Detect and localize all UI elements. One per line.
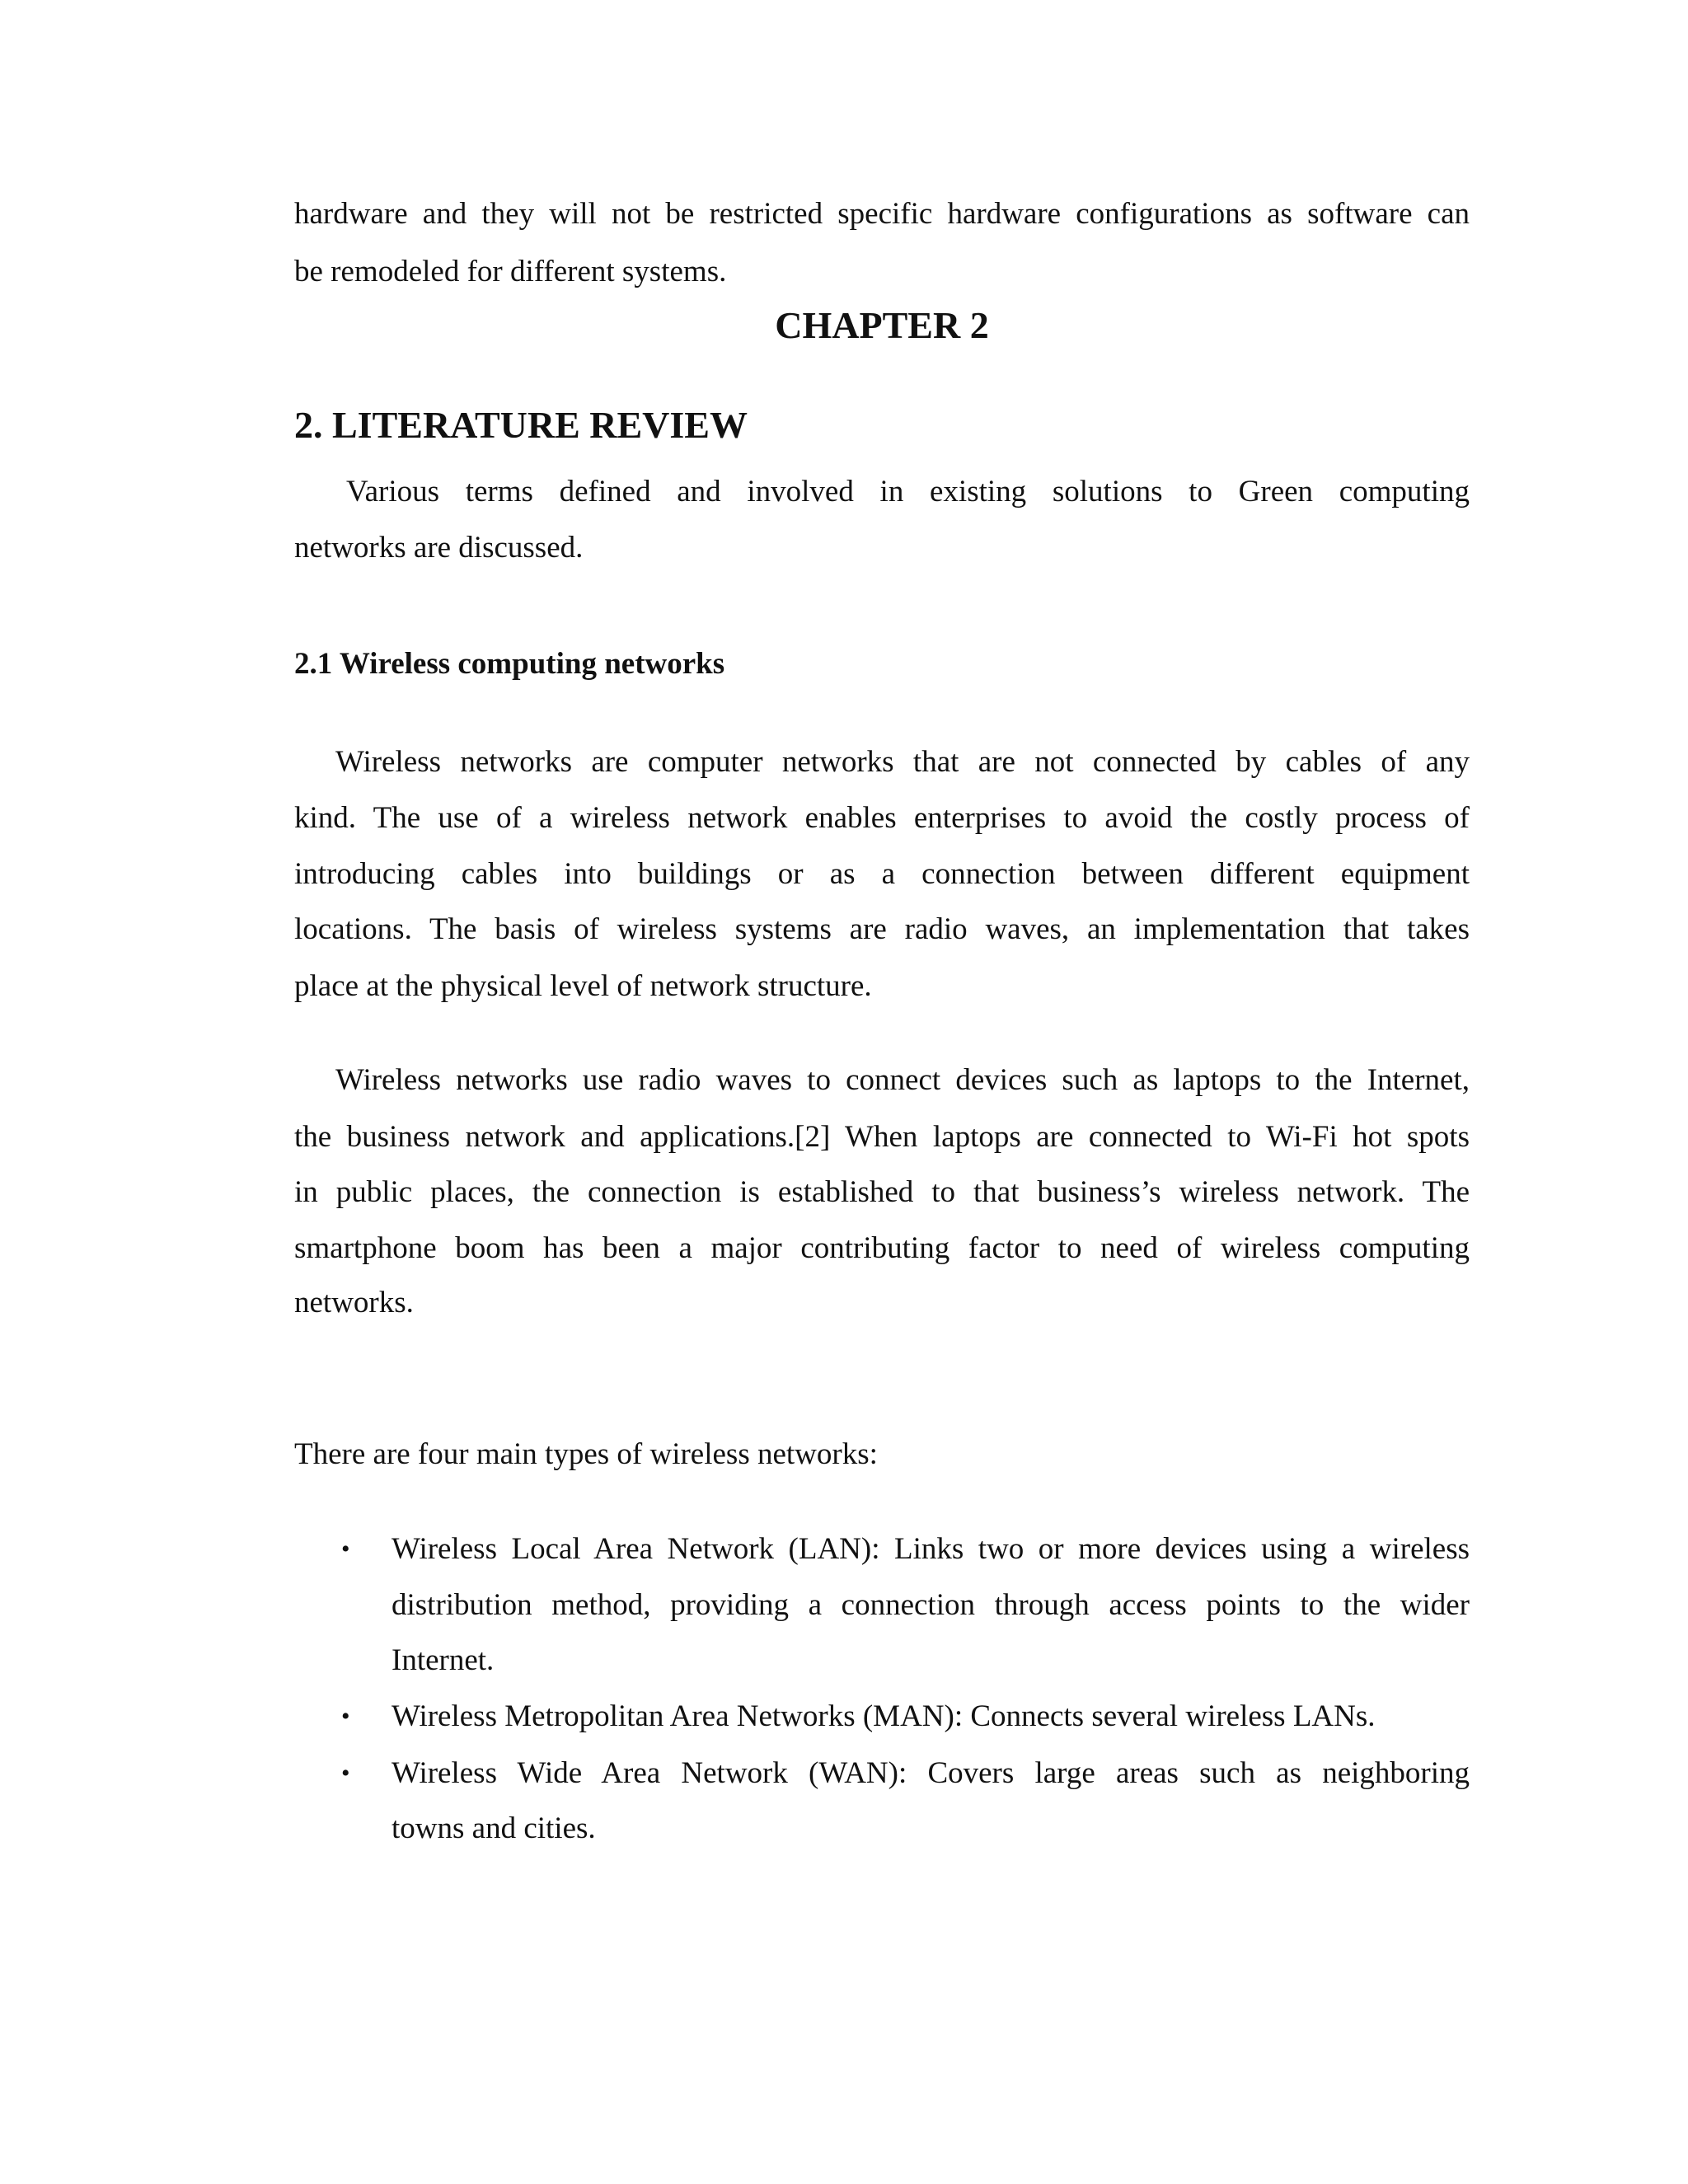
bullet2-line-1: Wireless Metropolitan Area Networks (MAN): Connects several wireless LANs.: [392, 1699, 1376, 1733]
bullet-icon: •: [341, 1760, 350, 1787]
paragraph2-line-5: networks.: [294, 1286, 414, 1319]
paragraph1-line-1: Wireless networks are computer networks that are not connected by cables of any: [335, 745, 1470, 779]
bullet1-line-3: Internet.: [392, 1643, 495, 1677]
paragraph1-line-2: kind. The use of a wireless network enables enterprises to avoid the costly process of: [294, 801, 1470, 835]
bullet1-line-2: distribution method, providing a connection through access points to the wider: [392, 1588, 1470, 1622]
chapter-heading: CHAPTER 2: [775, 304, 989, 346]
intro-line-2: networks are discussed.: [294, 531, 584, 565]
section-title: 2. LITERATURE REVIEW: [294, 404, 748, 446]
subsection-title: 2.1 Wireless computing networks: [294, 647, 725, 681]
paragraph2-line-3: in public places, the connection is established to that business’s wireless network. The: [294, 1175, 1470, 1209]
bullet-icon: •: [341, 1703, 350, 1730]
paragraph2-line-1: Wireless networks use radio waves to connect devices such as laptops to the Internet,: [335, 1063, 1470, 1097]
paragraph2-line-2: the business network and applications.[2] When laptops are connected to Wi-Fi hot spots: [294, 1120, 1470, 1154]
paragraph1-line-4: locations. The basis of wireless systems are radio waves, an implementation that takes: [294, 912, 1470, 946]
list-intro: There are four main types of wireless networks:: [294, 1437, 878, 1471]
intro-line-1: Various terms defined and involved in existing solutions to Green computing: [346, 475, 1470, 509]
top-paragraph-line-2: be remodeled for different systems.: [294, 255, 727, 288]
paragraph1-line-3: introducing cables into buildings or as a connection between different equipment: [294, 857, 1470, 891]
bullet1-line-1: Wireless Local Area Network (LAN): Links two or more devices using a wireless: [392, 1532, 1470, 1566]
bullet3-line-1: Wireless Wide Area Network (WAN): Covers large areas such as neighboring: [392, 1756, 1470, 1790]
top-paragraph-line-1: hardware and they will not be restricted specific hardware configurations as software can: [294, 197, 1470, 231]
paragraph2-line-4: smartphone boom has been a major contributing factor to need of wireless computing: [294, 1231, 1470, 1265]
paragraph1-line-5: place at the physical level of network structure.: [294, 969, 872, 1003]
bullet3-line-2: towns and cities.: [392, 1811, 596, 1845]
bullet-icon: •: [341, 1535, 350, 1563]
